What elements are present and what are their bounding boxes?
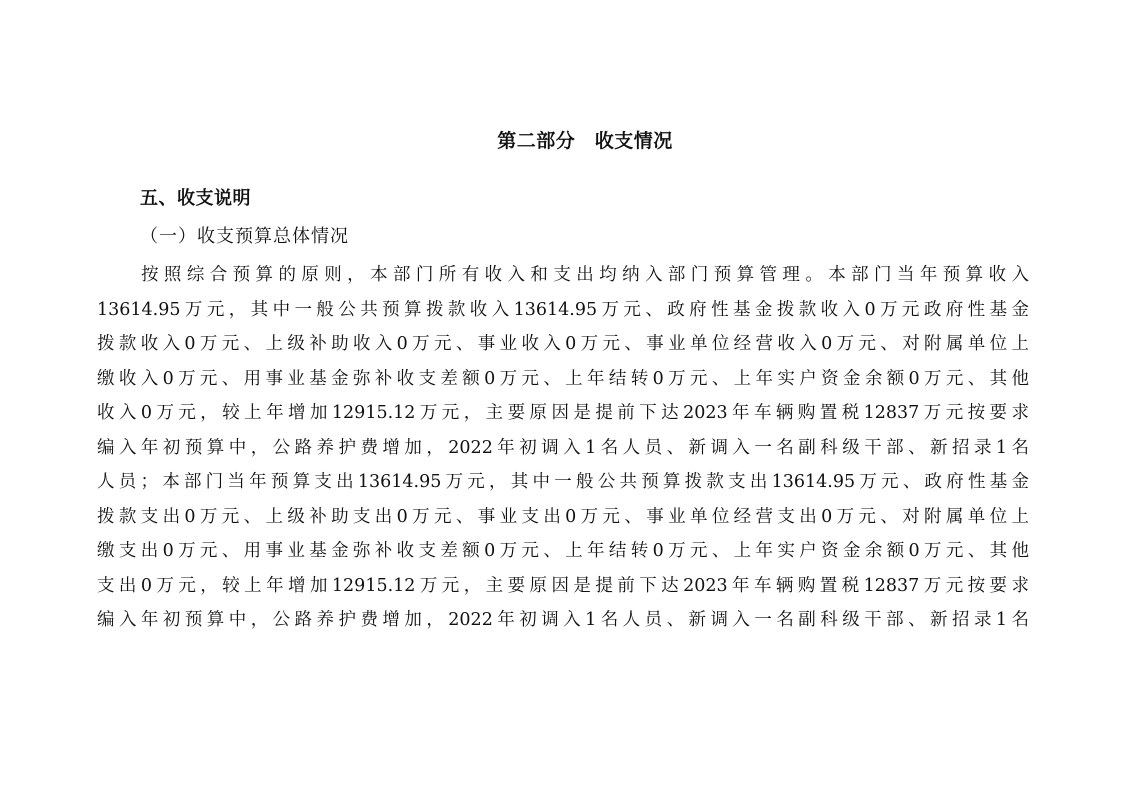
paragraph-line: 人员；本部门当年预算支出13614.95万元，其中一般公共预算拨款支出13614.95万元、政府性基金 xyxy=(97,472,1029,492)
paragraph-line: 编入年初预算中，公路养护费增加，2022年初调入1名人员、新调入一名副科级干部、新招录1名 xyxy=(97,437,1029,458)
paragraph-line: 拨款收入0万元、上级补助收入0万元、事业收入0万元、事业单位经营收入0万元、对附属单位上 xyxy=(97,334,1029,354)
paragraph-line: 缴支出0万元、用事业基金弥补收支差额0万元、上年结转0万元、上年实户资金余额0万元、其他 xyxy=(97,541,1029,561)
paragraph-body xyxy=(97,258,1029,638)
paragraph-line: 收入0万元，较上年增加12915.12万元，主要原因是提前下达2023年车辆购置税12837万元按要求 xyxy=(97,403,1029,423)
subsection-heading: （一）收支预算总体情况 xyxy=(140,226,349,247)
paragraph-line: 支出0万元，较上年增加12915.12万元，主要原因是提前下达2023年车辆购置税12837万元按要求 xyxy=(97,575,1029,596)
paragraph-line: 编入年初预算中，公路养护费增加，2022年初调入1名人员、新调入一名副科级干部、新招录1名 xyxy=(97,610,1029,630)
section-heading: 五、收支说明 xyxy=(140,188,251,209)
page-title: 第二部分 收支情况 xyxy=(497,130,673,152)
paragraph-line: 缴收入0万元、用事业基金弥补收支差额0万元、上年结转0万元、上年实户资金余额0万元、其他 xyxy=(97,368,1029,389)
paragraph-line: 13614.95万元，其中一般公共预算拨款收入13614.95万元、政府性基金拨款收入0万元政府性基金 xyxy=(97,299,1029,320)
paragraph-line: 按照综合预算的原则，本部门所有收入和支出均纳入部门预算管理。本部门当年预算收入 xyxy=(141,265,1029,285)
paragraph-line: 拨款支出0万元、上级补助支出0万元、事业支出0万元、事业单位经营支出0万元、对附属单位上 xyxy=(97,506,1029,527)
